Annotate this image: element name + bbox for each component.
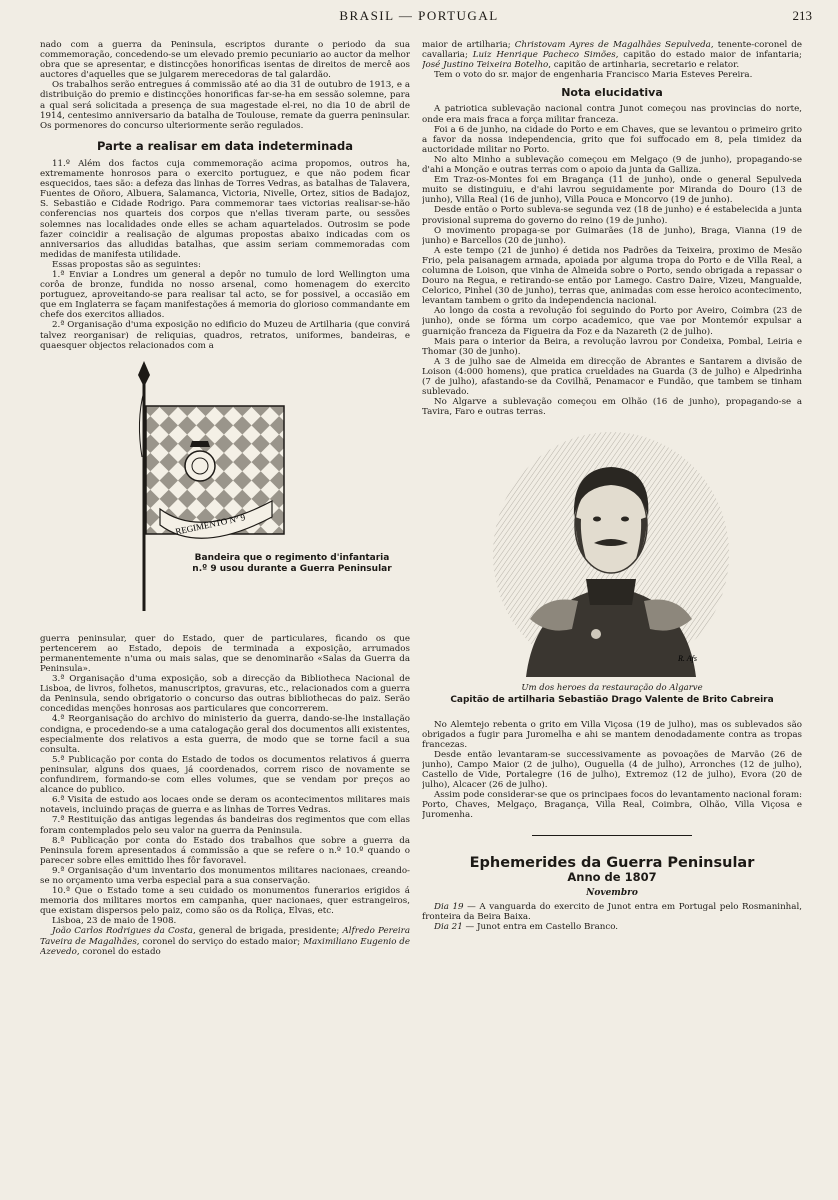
ephemeris-entry: Dia 19 — A vanguarda do exercito de Junot entra em Portugal pelo Rosmaninhal, fronteira da Beira Baixa. xyxy=(422,901,802,922)
paragraph: 6.ª Visita de estudo aos locaes onde se deram os acontecimentos militares mais notaveis, incluindo praças de guerra e as linhas de Torres Vedras. xyxy=(40,795,410,816)
paragraph: 9.ª Organisação d'um inventario dos monumentos militares nacionaes, creando-se no orçamento uma verba especial para a sua conservação. xyxy=(40,865,410,886)
paragraph: No Alemtejo rebenta o grito em Villa Viçosa (19 de julho), mas os sublevados são obrigados a fugir para Juromelha e ahi se mantem denodadamente contra as tropas francezas. xyxy=(422,719,802,750)
portrait-signature: R. Afs xyxy=(678,654,697,664)
regimental-flag-illustration xyxy=(132,361,342,621)
paragraph: Em Traz-os-Montes foi em Bragança (11 de junho), onde o general Sepulveda muito se distinguiu, e d'ahi lavrou seguidamente por Miranda do Douro (13 de junho), Villa Real (16 de junho), Villa Pouca e Moncorvo (19 de junho). xyxy=(422,175,802,206)
portrait-name: Capitão de artilharia Sebastião Drago Valente de Brito Cabreira xyxy=(450,695,774,706)
portrait-caption: Um dos heroes da restauração do Algarve xyxy=(521,683,703,694)
date-line: Lisboa, 23 de maio de 1908. xyxy=(52,916,177,927)
paragraph: 1.ª Enviar a Londres um general a depôr no tumulo de lord Wellington uma corôa de bronze, fundida no nosso arsenal, como homenagem do exercito portuguez, aproveitando-se para realisar tal acto, se for possivel, a occasião em que em Inglaterra se façam manifestações á memoria do glorioso commandante em chefe dos exercitos alliados. xyxy=(40,269,410,321)
paragraph: 8.ª Publicação por conta do Estado dos trabalhos que sobre a guerra da Peninsula forem apresentados á commissão a que se refere o n.º 10.º quando o parecer sobre elles emittido lhes fôr favoravel. xyxy=(40,835,410,866)
flag-ribbon-text: REGIMENTO Nº 9 xyxy=(174,511,247,537)
flag-figure xyxy=(40,361,410,626)
running-head: BRASIL — PORTUGAL xyxy=(339,8,499,23)
flag-emblem xyxy=(185,451,215,481)
left-column xyxy=(40,40,410,1192)
paragraph: Ao longo da costa a revolução foi seguindo do Porto por Aveiro, Coimbra (23 de junho), onde se fórma um corpo academico, que vae por Montemór expulsar a guarnição franceza da Figueira da Foz e da Nazareth (2 de julho). xyxy=(422,306,802,337)
paragraph: No alto Minho a sublevação começou em Melgaço (9 de junho), propagando-se d'ahi a Monção e outras terras com o apoio da junta da Galliza. xyxy=(422,154,802,176)
signatory-name: João Carlos Rodrigues da Costa xyxy=(52,926,193,937)
pole-finial xyxy=(138,361,150,387)
signatory-name: José Justino Teixeira Botelho xyxy=(422,60,549,71)
paragraph: Desde então o Porto subleva-se segunda vez (18 de junho) e é estabelecida a junta provisional suprema do governo do reino (19 de junho). xyxy=(422,205,802,226)
ephemeris-day: Dia 21 xyxy=(434,921,463,932)
signatory-name: Luiz Henrique Pacheco Simões xyxy=(472,50,616,61)
signatory-name: Alfredo Pereira Taveira de Magalhães xyxy=(40,926,410,947)
ephemerides-heading: Ephemerides da Guerra Peninsular xyxy=(469,854,755,871)
ephemerides-year: Anno de 1807 xyxy=(567,869,657,884)
paragraph: O movimento propaga-se por Guimarães (18 de junho), Braga, Vianna (19 de junho) e Barcellos (20 de junho). xyxy=(422,225,802,246)
paragraph: 2.ª Organisação d'uma exposição no edificio do Muzeu de Artilharia (que convirá talvez reorganisar) de reliquias, quadros, retratos, uniformes, bandeiras, e quaesquer objectos relacionados com a xyxy=(40,320,410,351)
page-header xyxy=(0,6,838,30)
paragraph: 3.ª Organisação d'uma exposição, sob a direcção da Bibliotheca Nacional de Lisboa, de livros, folhetos, manuscriptos, gravuras, etc., relacionados com a guerra da Peninsula, sendo obrigatorio o concurso das outras bibliothecas do paiz. Serão concedidas menções honrosas aos particulares que concorrerem. xyxy=(40,674,410,715)
ephemeris-entry: Dia 21 — Junot entra em Castello Branco. xyxy=(434,921,619,932)
paragraph: Desde então levantaram-se successivamente as povoações de Marvão (26 de junho), Campo Maior (2 de julho), Ouguella (4 de julho), Arronches (12 de julho), Castello de Vide, Portalegre (16 de julho), Extremoz (12 de julho), Evora (20 de julho), Alcacer (26 de julho). xyxy=(422,749,802,791)
paragraph: 4.ª Reorganisação do archivo do ministerio da guerra, dando-se-lhe installação condigna, e procedendo-se a uma catalogação geral dos documentos alli existentes, especialmente dos relativos a esta guerra, de modo que se torne facil a sua consulta. xyxy=(40,714,410,755)
paragraph: 5.ª Publicação por conta do Estado de todos os documentos relativos á guerra peninsular, alguns dos quaes, já coordenados, correm risco de novamente se confundirem, formando-se com elles volumes, que se vendam por preços ao alcance do publico. xyxy=(40,754,410,796)
signatory-name: Maximiliano Eugenio de Azevedo xyxy=(40,936,410,957)
paragraph: Foi a 6 de junho, na cidade do Porto e em Chaves, que se levantou o primeiro grito a favor da nossa independencia, grito que foi suffocado em 8, pela timidez da auctoridade militar no Porto. xyxy=(422,124,802,155)
section-heading: Parte a realisar em data indeterminada xyxy=(96,138,354,153)
page-number: 213 xyxy=(792,8,812,23)
paragraph: Mais para o interior da Beira, a revolução lavrou por Condeixa, Pombal, Leiria e Thomar (30 de junho). xyxy=(422,336,802,357)
right-column xyxy=(422,40,802,1192)
portrait-figure xyxy=(422,429,802,679)
portrait-medal xyxy=(591,629,601,639)
section-divider xyxy=(532,835,692,836)
paragraph: A 3 de julho sae de Almeida em direcção de Abrantes e Santarem a divisão de Loison (4:000 homens), que pratica crueldades na Guarda (3 de julho) e Alpedrinha (7 de julho), afastando-se da Covilhã, Penamacor e Fundão, que tambem se tinham sublevado. xyxy=(422,356,802,398)
paragraph: 11.º Além dos factos cuja commemoração acima propomos, outros ha, extremamente honrosos para o exercito portuguez, e que não podem ficar esquecidos, taes são: a defeza das linhas de Torres Vedras, as batalhas de Talavera, Fuentes de Oñoro, Albuera, Salamanca, Victoria, Nivelle, Ortez, sitios de Badajoz, S. Sebastião e Cidade Rodrigo. Para commemorar taes victorias realisar-se-hão conferencias nos quarteis dos corpos que n'ellas tiveram parte, ou sessões solemnes nas localidades onde elles se acham aquartelados. Outrosim se pode fazer coincidir a realisação de algumas propostas abaixo indicadas com os anniversarios das alludidas batalhas, que assim seriam commemoradas com medidas de manifesta utilidade. xyxy=(40,158,410,260)
ephemeris-day: Dia 19 xyxy=(434,901,464,912)
paragraph: Assim pode considerar-se que os principaes focos do levantamento nacional foram: Porto, Chaves, Melgaço, Bragança, Villa Real, Coimbra, Olhão, Villa Viçosa e Juromenha. xyxy=(422,790,802,821)
portrait-engraving xyxy=(486,429,736,679)
section-heading: Nota elucidativa xyxy=(561,86,663,100)
paragraph: Tem o voto do sr. major de engenharia Francisco Maria Esteves Pereira. xyxy=(434,70,753,81)
flag-caption: Bandeira que o regimento d'infantaria n.º 9 usou durante a Guerra Peninsular xyxy=(192,552,392,574)
ephemerides-month: Novembro xyxy=(586,887,638,898)
signatories: João Carlos Rodrigues da Costa, general de brigada, presidente; Alfredo Pereira Taveira de Magalhães, coronel do serviço do estado maior; Maximiliano Eugenio de Azevedo, coronel do estado xyxy=(40,926,410,957)
paragraph: 10.ª Que o Estado tome a seu cuidado os monumentos funerarios erigidos á memoria dos militares mortos em campanha, quer nacionaes, quer estrangeiros, que existam dispersos pelo paiz, como são os da Roliça, Elvas, etc. xyxy=(40,886,410,917)
signatory-name: Christovam Ayres de Magalhães Sepulveda xyxy=(514,40,711,50)
portrait-collar xyxy=(586,579,636,605)
paragraph: A este tempo (21 de junho) é detida nos Padrões da Teixeira, proximo de Mesão Frio, pela paisanagem armada, apoiada por alguma tropa do Porto e de Villa Real, a columna de Loison, que vinha de Almeida sobre o Porto, sendo obrigada a repassar o Douro na Regua, e retirando-se então por Lamego. Castro Daire, Vizeu, Mangualde, Celorico, Pinhel (30 de junho), terras que, animadas com esse heroico acontecimento, levantam tambem o grito da independencia nacional. xyxy=(422,245,802,307)
paragraph: nado com a guerra da Peninsula, escriptos durante o periodo da sua commemoração, concedendo-se um elevado premio pecuniario ao auctor da melhor obra que se apresentar, e distincções honorificas isentas de direitos de mercê aos auctores d'aquelles que se julgarem merecedoras de tal galardão. xyxy=(40,40,410,81)
paragraph: guerra peninsular, quer do Estado, quer de particulares, ficando os que pertencerem ao Estado, depois de terminada a exposição, arrumados permanentemente n'uma ou mais salas, que se denominarão «Salas da Guerra da Peninsula». xyxy=(40,633,410,674)
paragraph: 7.ª Restituição das antigas legendas ás bandeiras dos regimentos que com ellas foram contemplados pelo seu valor na guerra da Peninsula. xyxy=(40,815,410,836)
paragraph: No Algarve a sublevação começou em Olhão (16 de junho), propagando-se a Tavira, Faro e outras terras. xyxy=(422,397,802,418)
paragraph: A patriotica sublevação nacional contra Junot começou nas provincias do norte, onde era mais fraca a força militar franceza. xyxy=(422,104,802,125)
paragraph: Os trabalhos serão entregues á commissão até ao dia 31 de outubro de 1913, e a distribuição do premio e distincções honorificas far-se-ha em sessão solemne, para a qual será solicitada a presença de sua magestade el-rei, no dia 10 de abril de 1914, centesimo anniversario da batalha de Toulouse, remate da guerra peninsular. Os pormenores do concurso ulteriormente serão regulados. xyxy=(40,80,410,131)
signatories-continued: maior de artilharia; Christovam Ayres de Magalhães Sepulveda, tenente-coronel de cavallaria; Luiz Henrique Pacheco Simões, capitão do estado maior de infantaria; José Justino Teixeira Botelho, capitão de artinharia, secretario e relator. xyxy=(422,40,802,71)
paragraph: Essas propostas são as seguintes: xyxy=(52,259,201,270)
